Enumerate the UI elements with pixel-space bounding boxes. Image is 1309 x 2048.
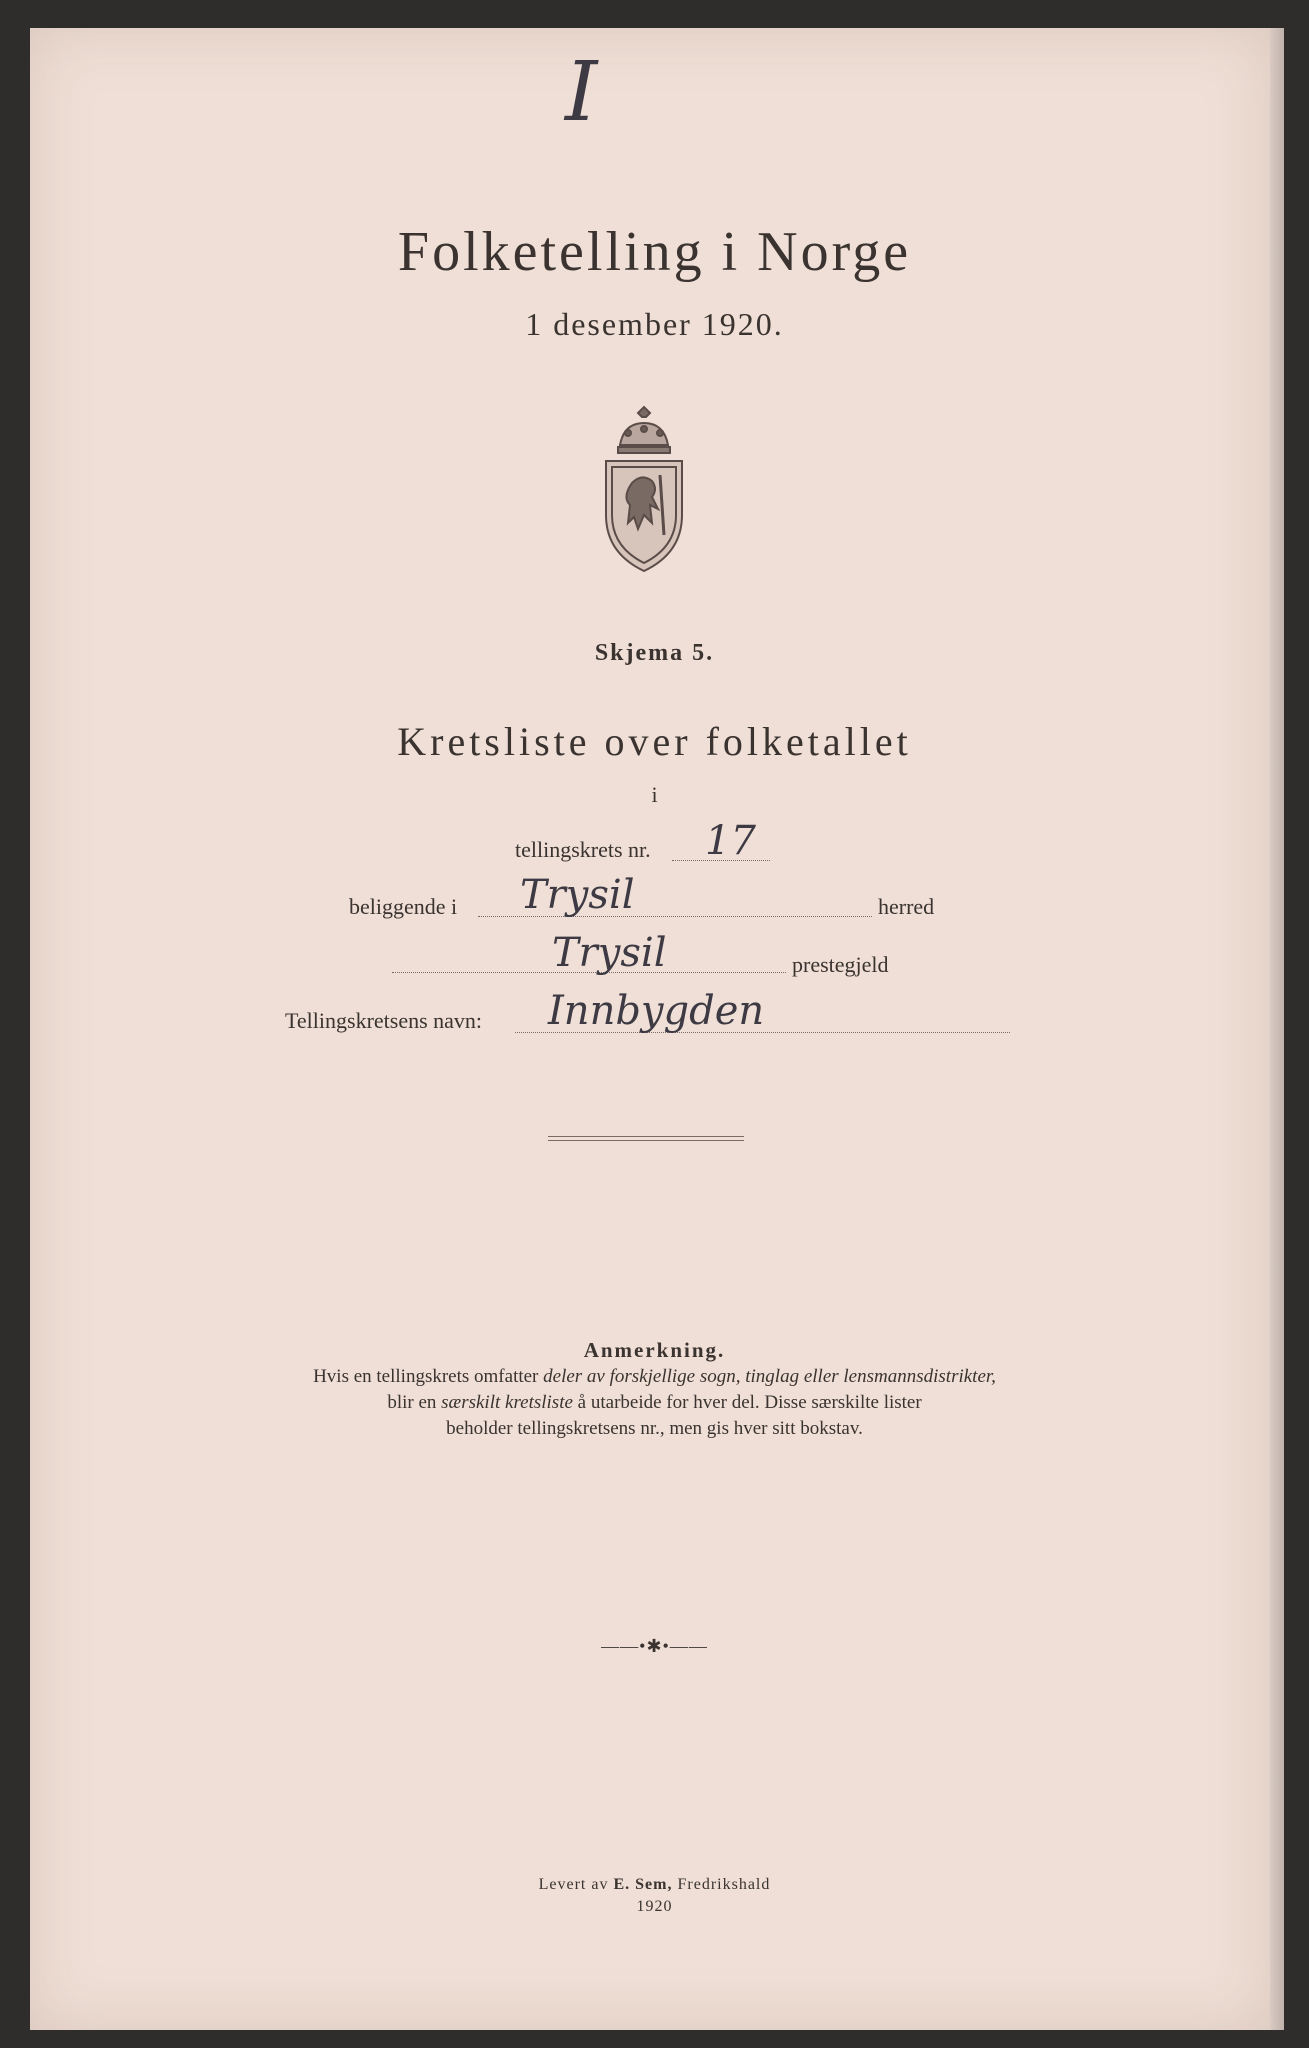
ornament-divider: ——•✱•—— bbox=[601, 1636, 708, 1656]
coat-of-arms-icon bbox=[598, 405, 690, 575]
note-line-2 bbox=[0, 1392, 1309, 1414]
printer-prefix: Levert av bbox=[538, 1876, 614, 1893]
printer-credit bbox=[0, 1876, 1309, 1894]
list-heading: Kretsliste over folketallet bbox=[397, 719, 912, 764]
printer-year: 1920 bbox=[636, 1898, 673, 1915]
prestegjeld-value: Trysil bbox=[552, 930, 667, 976]
herred-label: herred bbox=[878, 894, 935, 919]
kretsnavn-value: Innbygden bbox=[548, 988, 765, 1034]
census-date: 1 desember 1920. bbox=[525, 306, 784, 342]
note-line-3: beholder tellingskretsens nr., men gis hver sitt bokstav. bbox=[446, 1418, 863, 1439]
beliggende-label: beliggende i bbox=[349, 894, 458, 919]
note-line-2-b: å utarbeide for hver del. Disse særskilte lister bbox=[572, 1392, 922, 1413]
krets-label: tellingskrets nr. bbox=[515, 837, 651, 862]
prestegjeld-label: prestegjeld bbox=[792, 952, 889, 977]
schema-number: Skjema 5. bbox=[594, 640, 715, 666]
note-line-2-a: blir en bbox=[387, 1392, 442, 1413]
connector-word: i bbox=[651, 782, 658, 807]
note-line-1 bbox=[0, 1366, 1309, 1388]
krets-value: 17 bbox=[705, 818, 756, 864]
roman-numeral-mark: I bbox=[565, 45, 598, 140]
page-title: Folketelling i Norge bbox=[397, 221, 912, 283]
note-line-2-italic: særskilt kretsliste bbox=[441, 1392, 573, 1413]
beliggende-value: Trysil bbox=[520, 872, 635, 918]
note-line-1-italic: deler av forskjellige sogn, tinglag eller lensmannsdistrikter, bbox=[543, 1366, 996, 1387]
note-line-1-plain: Hvis en tellingskrets omfatter bbox=[313, 1366, 544, 1387]
printer-city: Fredrikshald bbox=[672, 1876, 771, 1893]
printer-name: E. Sem, bbox=[613, 1876, 673, 1893]
note-title: Anmerkning. bbox=[583, 1338, 726, 1362]
kretsnavn-label: Tellingskretsens navn: bbox=[285, 1008, 483, 1033]
divider-rule bbox=[548, 1136, 744, 1141]
